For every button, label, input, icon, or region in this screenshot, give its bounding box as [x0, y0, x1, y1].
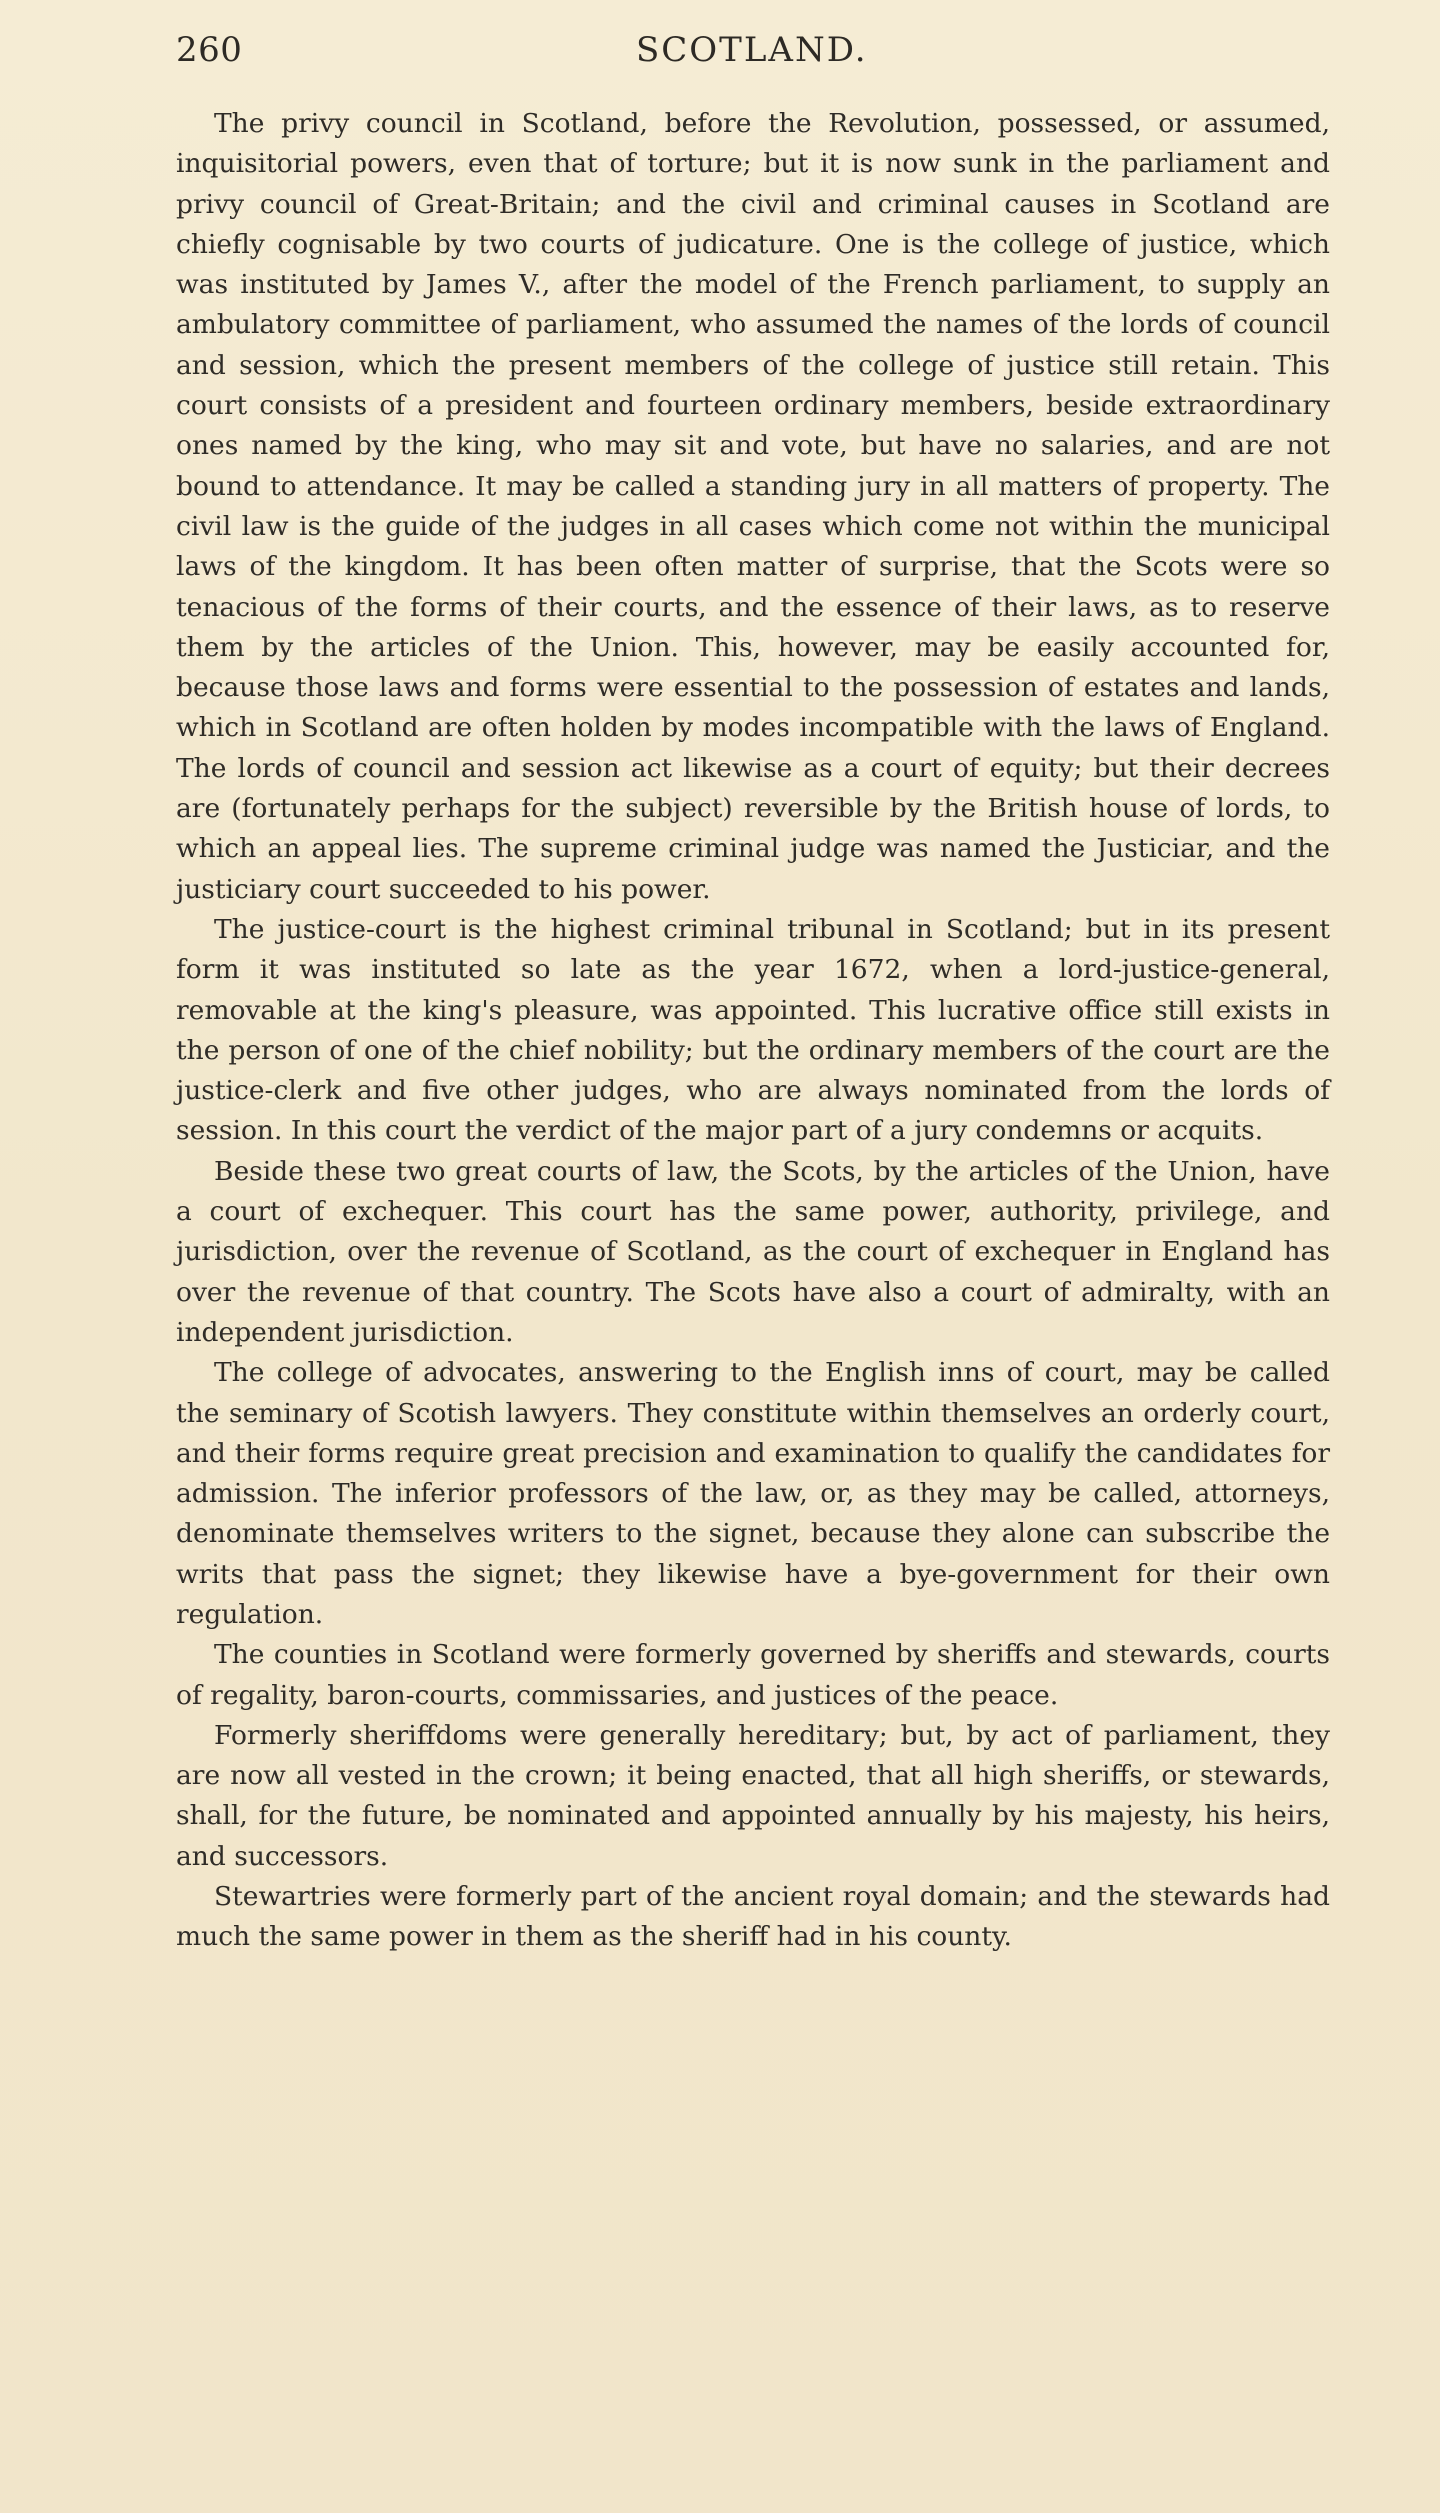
paragraph-sheriffdoms: Formerly sheriffdoms were generally hereditary; but, by act of parliament, they are now all vested in the crown; it being enacted, that all high sheriffs, or stewards, shall, for the future, be nominated and appointed annually by his majesty, his heirs, and successors.	[176, 1719, 1330, 1872]
body-text	[176, 104, 1330, 1958]
paragraph-stewartries: Stewartries were formerly part of the ancient royal domain; and the stewards had much the same power in them as the sheriff had in his county.	[176, 1881, 1330, 1953]
running-head	[176, 30, 1330, 80]
paragraph-counties: The counties in Scotland were formerly governed by sheriffs and stewards, courts of regality, baron-courts, commissaries, and justices of the peace.	[176, 1639, 1330, 1711]
paragraph-privy-council: The privy council in Scotland, before the Revolution, possessed, or assumed, inquisitorial powers, even that of torture; but it is now sunk in the parliament and privy council of Great-Britain; and the civil and criminal causes in Scotland are chiefly cognisable by two courts of judicature. One is the college of justice, which was instituted by James V., after the model of the French parliament, to supply an ambulatory committee of parliament, who assumed the names of the lords of council and session, which the present members of the college of justice still retain. This court consists of a president and fourteen ordinary members, beside extraordinary ones named by the king, who may sit and vote, but have no salaries, and are not bound to attendance. It may be called a standing jury in all matters of property. The civil law is the guide of the judges in all cases which come not within the municipal laws of the kingdom. It has been often matter of surprise, that the Scots were so tenacious of the forms of their courts, and the essence of their laws, as to reserve them by the articles of the Union. This, however, may be easily accounted for, because those laws and forms were essential to the possession of estates and lands, which in Scotland are often holden by modes incompatible with the laws of England. The lords of council and session act likewise as a court of equity; but their decrees are (fortunately perhaps for the subject) reversible by the British house of lords, to which an appeal lies. The supreme criminal judge was named the Justiciar, and the justiciary court succeeded to his power.	[176, 108, 1330, 905]
paragraph-exchequer: Beside these two great courts of law, the Scots, by the articles of the Union, have a court of exchequer. This court has the same power, authority, privilege, and jurisdiction, over the revenue of Scotland, as the court of exchequer in England has over the revenue of that country. The Scots have also a court of admiralty, with an independent jurisdiction.	[176, 1155, 1330, 1348]
paragraph-justice-court: The justice-court is the highest criminal tribunal in Scotland; but in its present form it was instituted so late as the year 1672, when a lord-justice-general, removable at the king's pleasure, was appointed. This lucrative office still exists in the person of one of the chief nobility; but the ordinary members of the court are the justice-clerk and five other judges, who are always nominated from the lords of session. In this court the verdict of the major part of a jury condemns or acquits.	[176, 913, 1330, 1147]
running-title: SCOTLAND.	[636, 30, 868, 70]
paragraph-college-of-advocates: The college of advocates, answering to the English inns of court, may be called the seminary of Scotish lawyers. They constitute within themselves an orderly court, and their forms require great precision and examination to qualify the candidates for admission. The inferior professors of the law, or, as they may be called, attorneys, denominate themselves writers to the signet, because they alone can subscribe the writs that pass the signet; they likewise have a bye-government for their own regulation.	[176, 1357, 1330, 1630]
page-number: 260	[176, 30, 243, 70]
